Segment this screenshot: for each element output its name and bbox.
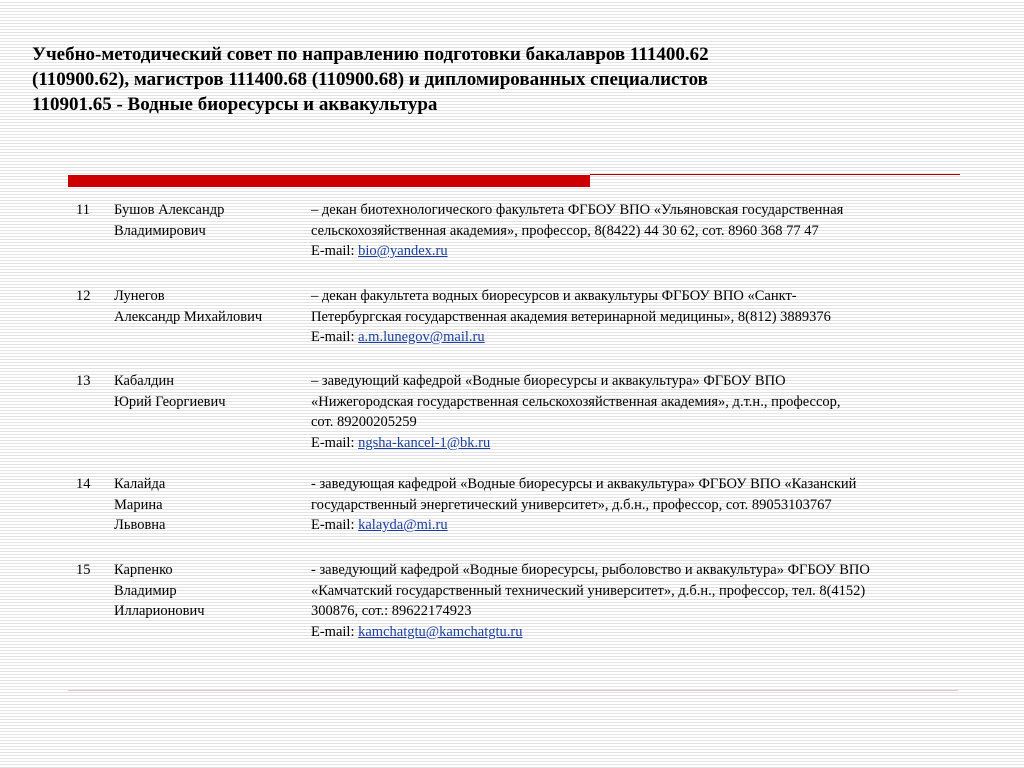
email-link[interactable]: kalayda@mi.ru [358, 517, 448, 533]
name-line: Кабалдин [114, 373, 174, 389]
title-line-1: Учебно-методический совет по направлению подготовки бакалавров 111400.62 [32, 44, 709, 65]
name-line: Лунегов [114, 288, 165, 304]
email-line [311, 433, 981, 454]
entry-number: 15 [76, 562, 91, 578]
entry-number: 13 [76, 373, 91, 389]
member-info [311, 286, 981, 348]
email-line [311, 327, 981, 348]
email-link[interactable]: bio@yandex.ru [358, 243, 448, 259]
member-info [311, 371, 981, 453]
email-line [311, 622, 981, 643]
name-line: Юрий Георгиевич [114, 393, 226, 410]
member-name [114, 371, 304, 412]
info-line: «Камчатский государственный технический университет», д.б.н., профессор, тел. 8(4152) [311, 582, 866, 599]
entry-number: 14 [76, 476, 91, 492]
email-line [311, 241, 981, 262]
name-line: Марина [114, 496, 163, 513]
member-name [114, 200, 304, 241]
member-info [311, 474, 981, 536]
info-line: – декан биотехнологического факультета ФГБОУ ВПО «Ульяновская государственная [311, 202, 844, 218]
name-line: Владимир [114, 582, 177, 599]
entry-number: 11 [76, 202, 90, 218]
email-link[interactable]: ngsha-kancel-1@bk.ru [358, 434, 491, 451]
name-line: Илларионович [114, 603, 205, 619]
info-line: сот. 89200205259 [311, 414, 417, 430]
info-line: - заведующая кафедрой «Водные биоресурсы и аквакультура» ФГБОУ ВПО «Казанский [311, 476, 857, 492]
member-info [311, 200, 981, 262]
email-link[interactable]: kamchatgtu@kamchatgtu.ru [358, 623, 523, 640]
info-line: сельскохозяйственная академия», профессор, 8(8422) 44 30 62, сот. 8960 368 77 47 [311, 222, 819, 239]
info-line: – декан факультета водных биоресурсов и аквакультуры ФГБОУ ВПО «Санкт- [311, 288, 797, 304]
name-line: Карпенко [114, 562, 173, 578]
member-name [114, 560, 304, 622]
email-label: E-mail: [311, 434, 355, 451]
member-info [311, 560, 981, 642]
info-line: - заведующий кафедрой «Водные биоресурсы, рыболовство и аквакультура» ФГБОУ ВПО [311, 562, 870, 578]
entry-number: 12 [76, 288, 91, 304]
email-label: E-mail: [311, 243, 355, 259]
member-name [114, 286, 304, 327]
info-line: 300876, сот.: 89622174923 [311, 603, 472, 619]
name-line: Калайда [114, 476, 166, 492]
info-line: государственный энергетический университет», д.б.н., профессор, сот. 89053103767 [311, 496, 832, 513]
info-line: «Нижегородская государственная сельскохозяйственная академия», д.т.н., профессор, [311, 393, 841, 410]
member-name [114, 474, 304, 536]
name-line: Александр Михайлович [114, 308, 263, 325]
info-line: – заведующий кафедрой «Водные биоресурсы и аквакультура» ФГБОУ ВПО [311, 373, 786, 389]
name-line: Бушов Александр [114, 202, 225, 218]
title-line-2: (110900.62), магистров 111400.68 (110900.68) и дипломированных специалистов [32, 69, 708, 90]
bottom-divider [68, 690, 958, 691]
name-line: Владимирович [114, 222, 206, 239]
email-label: E-mail: [311, 517, 355, 533]
email-label: E-mail: [311, 329, 355, 345]
email-label: E-mail: [311, 623, 355, 640]
title-line-3: 110901.65 - Водные биоресурсы и аквакультура [32, 94, 438, 115]
email-link[interactable]: a.m.lunegov@mail.ru [358, 329, 485, 345]
info-line: Петербургская государственная академия ветеринарной медицины», 8(812) 3889376 [311, 308, 831, 325]
email-line [311, 515, 981, 536]
name-line: Львовна [114, 517, 166, 533]
